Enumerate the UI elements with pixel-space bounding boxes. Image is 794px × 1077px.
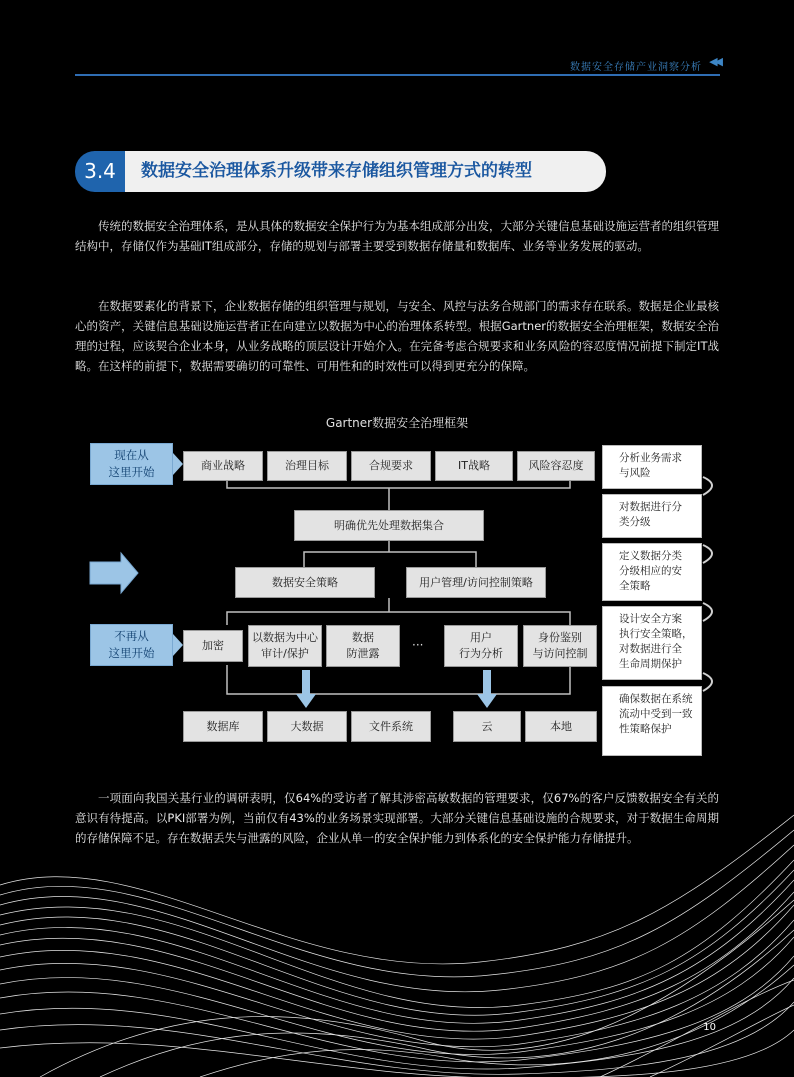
priority-data-set-box: 明确优先处理数据集合 (294, 510, 484, 541)
page-number: 10 (703, 1022, 716, 1033)
paragraph-1: 传统的数据安全治理体系，是从具体的数据安全保护行为为基本组成部分出发，大部分关键信息基础设施运营者的组织管理结构中，存储仅作为基础IT组成部分，存储的规划与部署主要受到数据存储量和数据库、业务等业务发展的驱动。 (75, 219, 719, 253)
diagram-title: Gartner数据安全治理框架 (325, 416, 469, 430)
start-here-label: 现在从 这里开始 (90, 443, 173, 485)
step-box-design-solution: 设计安全方案 执行安全策略， 对数据进行全 生命周期保护 (602, 606, 702, 680)
top-box-business-strategy: 商业战略 (183, 451, 263, 481)
no-longer-start-label: 不再从 这里开始 (90, 624, 173, 666)
step-box-define-policy: 定义数据分类 分级相应的安 全策略 (602, 543, 702, 601)
paragraph-3: 一项面向我国关基行业的调研表明，仅64%的受访者了解其涉密高敏数据的管理要求，仅67%的客户反馈数据安全有关的意识有待提高。以PKI部署为例，当前仅有43%的业务场景实现部署。大部分关键信息基础设施的合规要求，对于数据生命周期的存储保障不足。存在数据丢失与泄露的风险，企业从单一的安全保护能力到体系化的安全保护能力存储提升。 (75, 791, 719, 845)
running-header-title: 数据安全存储产业洞察分析 (570, 62, 702, 73)
header-arrow-icon: ◀◀ (709, 55, 720, 68)
control-box-data-centric-audit: 以数据为中心 审计/保护 (248, 625, 322, 667)
section-title: 数据安全治理体系升级带来存储组织管理方式的转型 (141, 161, 532, 181)
section-number: 3.4 (75, 151, 125, 192)
top-box-risk-tolerance: 风险容忍度 (517, 451, 595, 481)
control-box-encryption: 加密 (183, 630, 243, 662)
step-box-consistent-protection: 确保数据在系统 流动中受到一致 性策略保护 (602, 686, 702, 756)
policy-box-access-control: 用户管理/访问控制策略 (406, 567, 546, 598)
step-box-classify-data: 对数据进行分 类分级 (602, 494, 702, 538)
storage-box-file-system: 文件系统 (351, 711, 431, 742)
ellipsis-dots: ··· (412, 638, 424, 652)
storage-box-database: 数据库 (183, 711, 263, 742)
storage-box-big-data: 大数据 (267, 711, 347, 742)
top-box-governance-goal: 治理目标 (267, 451, 347, 481)
policy-box-data-security: 数据安全策略 (235, 567, 375, 598)
paragraph-2: 在数据要素化的背景下，企业数据存储的组织管理与规划，与安全、风控与法务合规部门的需求存在联系。数据是企业最核心的资产，关键信息基础设施运营者正在向建立以数据为中心的治理体系转型。根据Gartner的数据安全治理框架，数据安全治理的过程，应该契合企业本身，从业务战略的顶层设计开始介入。在完备考虑合规要求和业务风险的容忍度情况前提下制定IT战略。在这样的前提下，数据需要确切的可靠性、可用性和的时效性可以得到更充分的保障。 (75, 299, 719, 373)
control-box-user-behavior: 用户 行为分析 (444, 625, 518, 667)
top-box-it-strategy: IT战略 (435, 451, 513, 481)
control-box-dlp: 数据 防泄露 (326, 625, 400, 667)
control-box-identity-access: 身份鉴别 与访问控制 (523, 625, 597, 667)
storage-box-cloud: 云 (453, 711, 521, 742)
top-box-compliance: 合规要求 (351, 451, 431, 481)
step-box-analyze-needs: 分析业务需求 与风险 (602, 445, 702, 489)
storage-box-local: 本地 (525, 711, 597, 742)
